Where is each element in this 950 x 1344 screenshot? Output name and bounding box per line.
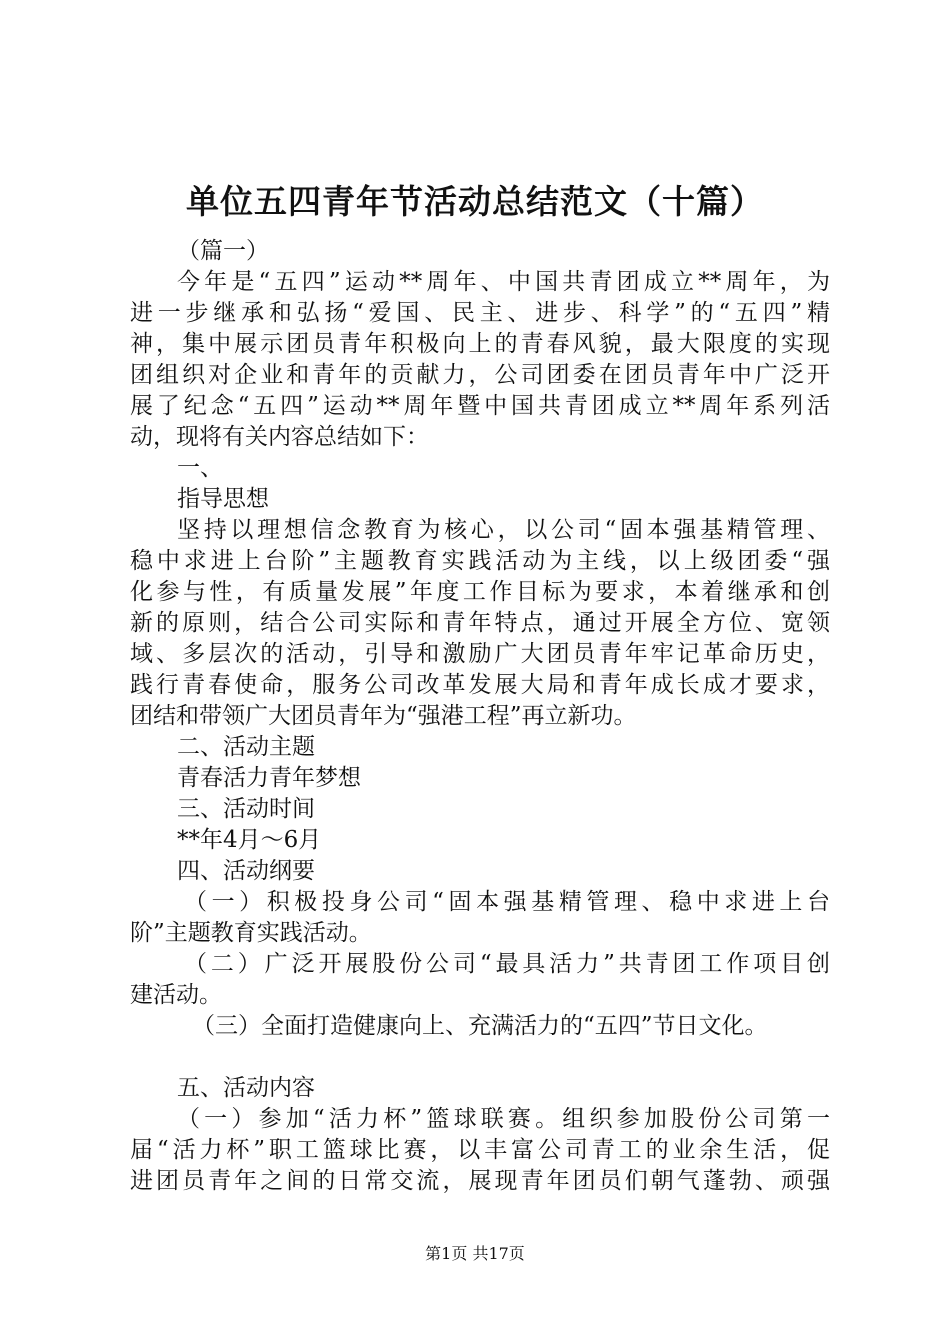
paragraph-line: 今年是“五四”运动**周年、中国共青团成立**周年，为 <box>177 269 830 295</box>
paragraph-line: 新的原则，结合公司实际和青年特点，通过开展全方位、宽领 <box>130 610 830 636</box>
section-heading: 三、活动时间 <box>177 796 315 822</box>
page-number-footer: 第1页 共17页 <box>425 1244 525 1263</box>
document-title: 单位五四青年节活动总结范文（十篇） <box>186 182 764 221</box>
section-heading: 四、活动纲要 <box>177 858 315 884</box>
blank-line <box>130 1042 830 1073</box>
list-item-line: 建活动。 <box>130 982 222 1008</box>
paragraph-line: 域、多层次的活动，引导和激励广大团员青年牢记革命历史， <box>130 641 830 667</box>
paragraph-line: 团组织对企业和青年的贡献力，公司团委在团员青年中广泛开 <box>130 362 830 388</box>
paragraph-line: 稳中求进上台阶”主题教育实践活动为主线，以上级团委“强 <box>130 548 830 574</box>
list-item-line: （三）全面打造健康向上、充满活力的“五四”节日文化。 <box>192 1013 768 1039</box>
heading-number: 一、 <box>177 455 223 481</box>
list-item-line: （二）广泛开展股份公司“最具活力”共青团工作项目创 <box>184 951 830 977</box>
section-heading: 指导思想 <box>177 486 269 512</box>
paragraph-line: 践行青春使命，服务公司改革发展大局和青年成长成才要求， <box>130 672 830 698</box>
paragraph-line: 青春活力青年梦想 <box>177 765 361 791</box>
paragraph-line: 坚持以理想信念教育为核心，以公司“固本强基精管理、 <box>177 517 830 543</box>
paragraph-line: （一）参加“活力杯”篮球联赛。组织参加股份公司第一 <box>177 1106 830 1132</box>
list-item-line: （一）积极投身公司“固本强基精管理、稳中求进上台 <box>184 889 830 915</box>
section-heading: 五、活动内容 <box>177 1075 315 1101</box>
paragraph-line: 进团员青年之间的日常交流，展现青年团员们朝气蓬勃、顽强 <box>130 1168 830 1194</box>
paragraph-line: 动，现将有关内容总结如下： <box>130 424 429 450</box>
paragraph-line: 展了纪念“五四”运动**周年暨中国共青团成立**周年系列活 <box>130 393 830 419</box>
section-label: （篇一） <box>177 238 269 264</box>
list-item-line: 阶”主题教育实践活动。 <box>130 920 372 946</box>
paragraph-line: 神，集中展示团员青年积极向上的青春风貌，最大限度的实现 <box>130 331 830 357</box>
paragraph-line: 团结和带领广大团员青年为“强港工程”再立新功。 <box>130 703 637 729</box>
section-heading: 二、活动主题 <box>177 734 315 760</box>
paragraph-line: **年4月～6月 <box>177 827 322 853</box>
paragraph-line: 进一步继承和弘扬“爱国、民主、进步、科学”的“五四”精 <box>130 300 830 326</box>
paragraph-line: 化参与性，有质量发展”年度工作目标为要求，本着继承和创 <box>130 579 830 605</box>
paragraph-line: 届“活力杯”职工篮球比赛，以丰富公司青工的业余生活，促 <box>130 1137 830 1163</box>
document-body <box>130 236 830 1197</box>
